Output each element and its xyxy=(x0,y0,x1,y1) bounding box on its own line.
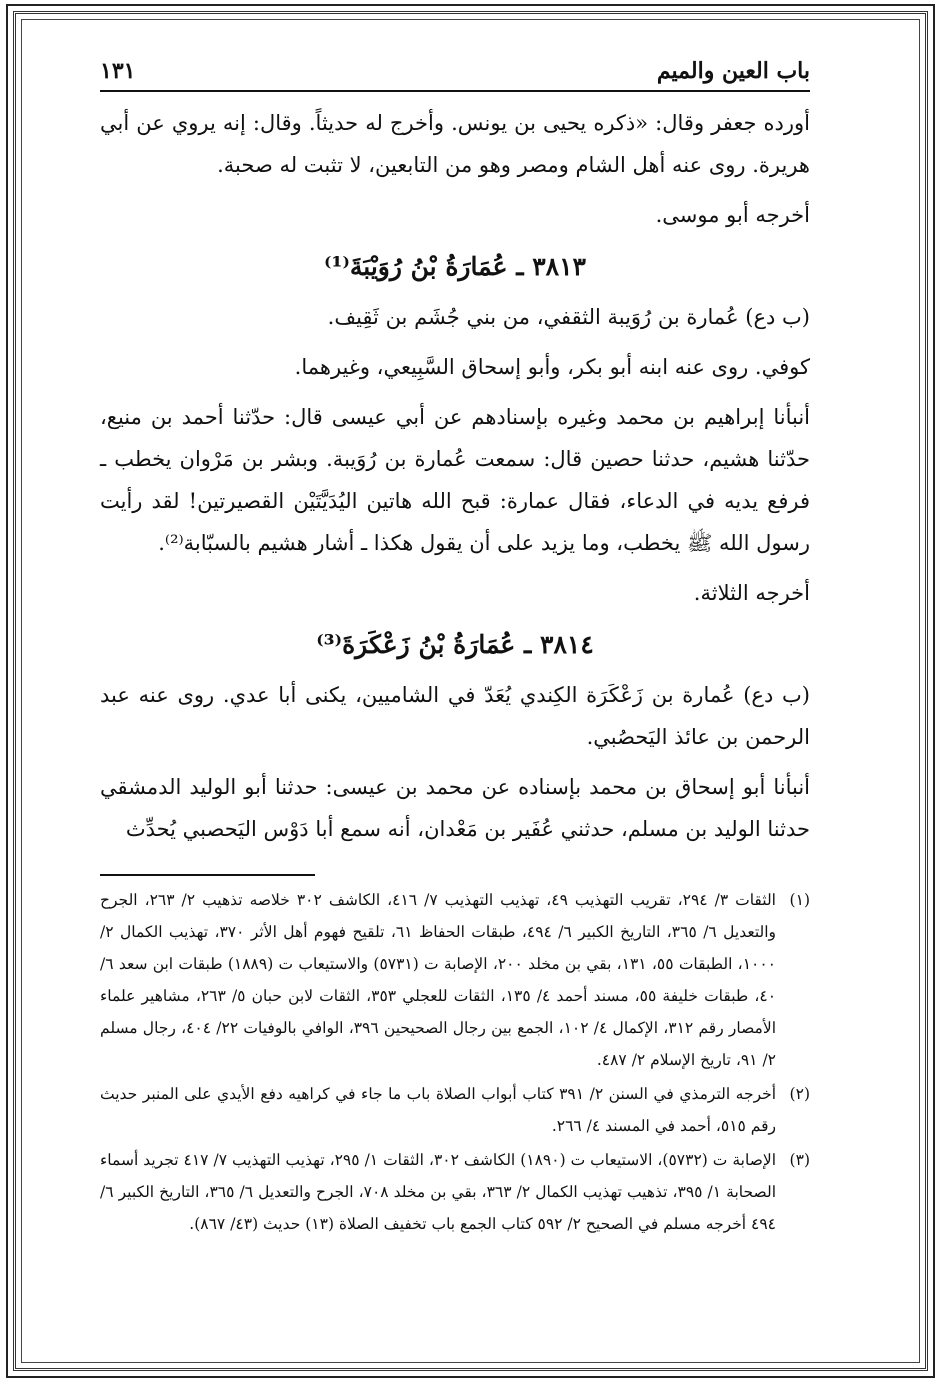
footnote-number: (١) xyxy=(789,891,810,909)
footnote xyxy=(100,1144,810,1240)
footnote xyxy=(100,884,810,1076)
page-number: ١٣١ xyxy=(100,58,136,84)
paragraph: أخرجه الثلاثة. xyxy=(693,581,810,605)
main-text xyxy=(100,102,810,850)
paragraph: أورده جعفر وقال: «ذكره يحيى بن يونس. وأخرج له حديثاً. وقال: إنه يروي عن أبي هريرة. روى عنه أهل الشام ومصر وهو من التابعين، لا تثبت له صحبة. xyxy=(100,111,810,177)
book-page xyxy=(100,40,810,1242)
paragraph: أنبأنا إبراهيم بن محمد وغيره بإسنادهم عن أبي عيسى قال: حدّثنا أحمد بن منيع، حدّثنا هشيم، حدثنا حصين قال: سمعت عُمارة بن رُوَيبة. وبشر بن مَرْوان يخطب ـ فرفع يديه في الدعاء، فقال عمارة: قبح الله هاتين اليُدَيَّتَيْن القصيرتين! لقد رأيت رسول الله ﷺ يخطب، وما يزيد على أن يقول هكذا ـ أشار هشيم بالسبّابة⁽²⁾. xyxy=(100,405,810,555)
paragraph: أخرجه أبو موسى. xyxy=(655,203,810,227)
footnote-text: الثقات ٣/ ٢٩٤، تقريب التهذيب ٤٩، تهذيب التهذيب ٧/ ٤١٦، الكاشف ٣٠٢ خلاصه تذهيب ٢/ ٢٦٣، الجرح والتعديل ٦/ ٣٦٥، التاريخ الكبير ٦/ ٤٩٤، طبقات الحفاظ ٦١، تلقيح فهوم أهل الأثر ٣٧٠، تهذيب الكمال ٢/ ١٠٠٠، الطبقات ٥٥، ١٣١، بقي بن مخلد ٢٠٠، الإصابة ت (٥٧٣١) والاستيعاب ت (١٨٨٩) طبقات ابن سعد ٦/ ٤٠، طبقات خليفة ٥٥، مسند أحمد ٤/ ١٣٥، الثقات للعجلي ٣٥٣، الثقات لابن حبان ٥/ ٢٦٣، مشاهير علماء الأمصار رقم ٣١٢، الإكمال ٤/ ١٠٢، الجمع بين رجال الصحيحين ٣٩٦، الوافي بالوفيات ٢٢/ ٤٠٤، رجال مسلم ٢/ ٩١، تاريخ الإسلام ٢/ ٤٨٧. xyxy=(100,891,777,1069)
entry-heading: ٣٨١٤ ـ عُمَارَةُ بْنُ زَعْكَرَةَ⁽³⁾ xyxy=(316,630,594,659)
footnote-text: الإصابة ت (٥٧٣٢)، الاستيعاب ت (١٨٩٠) الكاشف ٣٠٢، الثقات ١/ ٢٩٥، تهذيب التهذيب ٧/ ٤١٧ تجريد أسماء الصحابة ١/ ٣٩٥، تذهيب تهذيب الكمال ٢/ ٣٦٣، بقي بن مخلد ٧٠٨، الجرح والتعديل ٦/ ٣٦٥، التاريخ الكبير ٦/ ٤٩٤ أخرجه مسلم في الصحيح ٢/ ٥٩٢ كتاب الجمع باب تخفيف الصلاة (١٣) حديث (٤٣/ ٨٦٧). xyxy=(100,1151,777,1233)
paragraph: كوفي. روى عنه ابنه أبو بكر، وأبو إسحاق السَّبِيعي، وغيرهما. xyxy=(294,355,810,379)
chapter-title: باب العين والميم xyxy=(656,58,810,84)
footnote-number: (٢) xyxy=(789,1085,810,1103)
footnotes xyxy=(100,884,810,1240)
entry-heading: ٣٨١٣ ـ عُمَارَةُ بْنُ رُوَيْبَةَ⁽¹⁾ xyxy=(324,252,586,281)
paragraph: أنبأنا أبو إسحاق بن محمد بإسناده عن محمد بن عيسى: حدثنا أبو الوليد الدمشقي حدثنا الوليد بن مسلم، حدثني عُفَير بن مَعْدان، أنه سمع أبا دَوْس اليَحصبي يُحدِّث xyxy=(100,775,810,841)
footnote-text: أخرجه الترمذي في السنن ٢/ ٣٩١ كتاب أبواب الصلاة باب ما جاء في كراهيه دفع الأيدي على المنبر حديث رقم ٥١٥، أحمد في المسند ٤/ ٢٦٦. xyxy=(100,1085,777,1135)
running-header xyxy=(100,40,810,92)
paragraph: (ب دع) عُمارة بن زَعْكَرَة الكِندي يُعَدّ في الشاميين، يكنى أبا عدي. روى عنه عبد الرحمن بن عائذ اليَحصُبي. xyxy=(100,683,810,749)
footnote-separator xyxy=(100,874,315,876)
footnote-number: (٣) xyxy=(789,1151,810,1169)
paragraph: (ب دع) عُمارة بن رُوَيبة الثقفي، من بني جُشَم بن ثَقِيف. xyxy=(327,305,810,329)
footnote xyxy=(100,1078,810,1142)
